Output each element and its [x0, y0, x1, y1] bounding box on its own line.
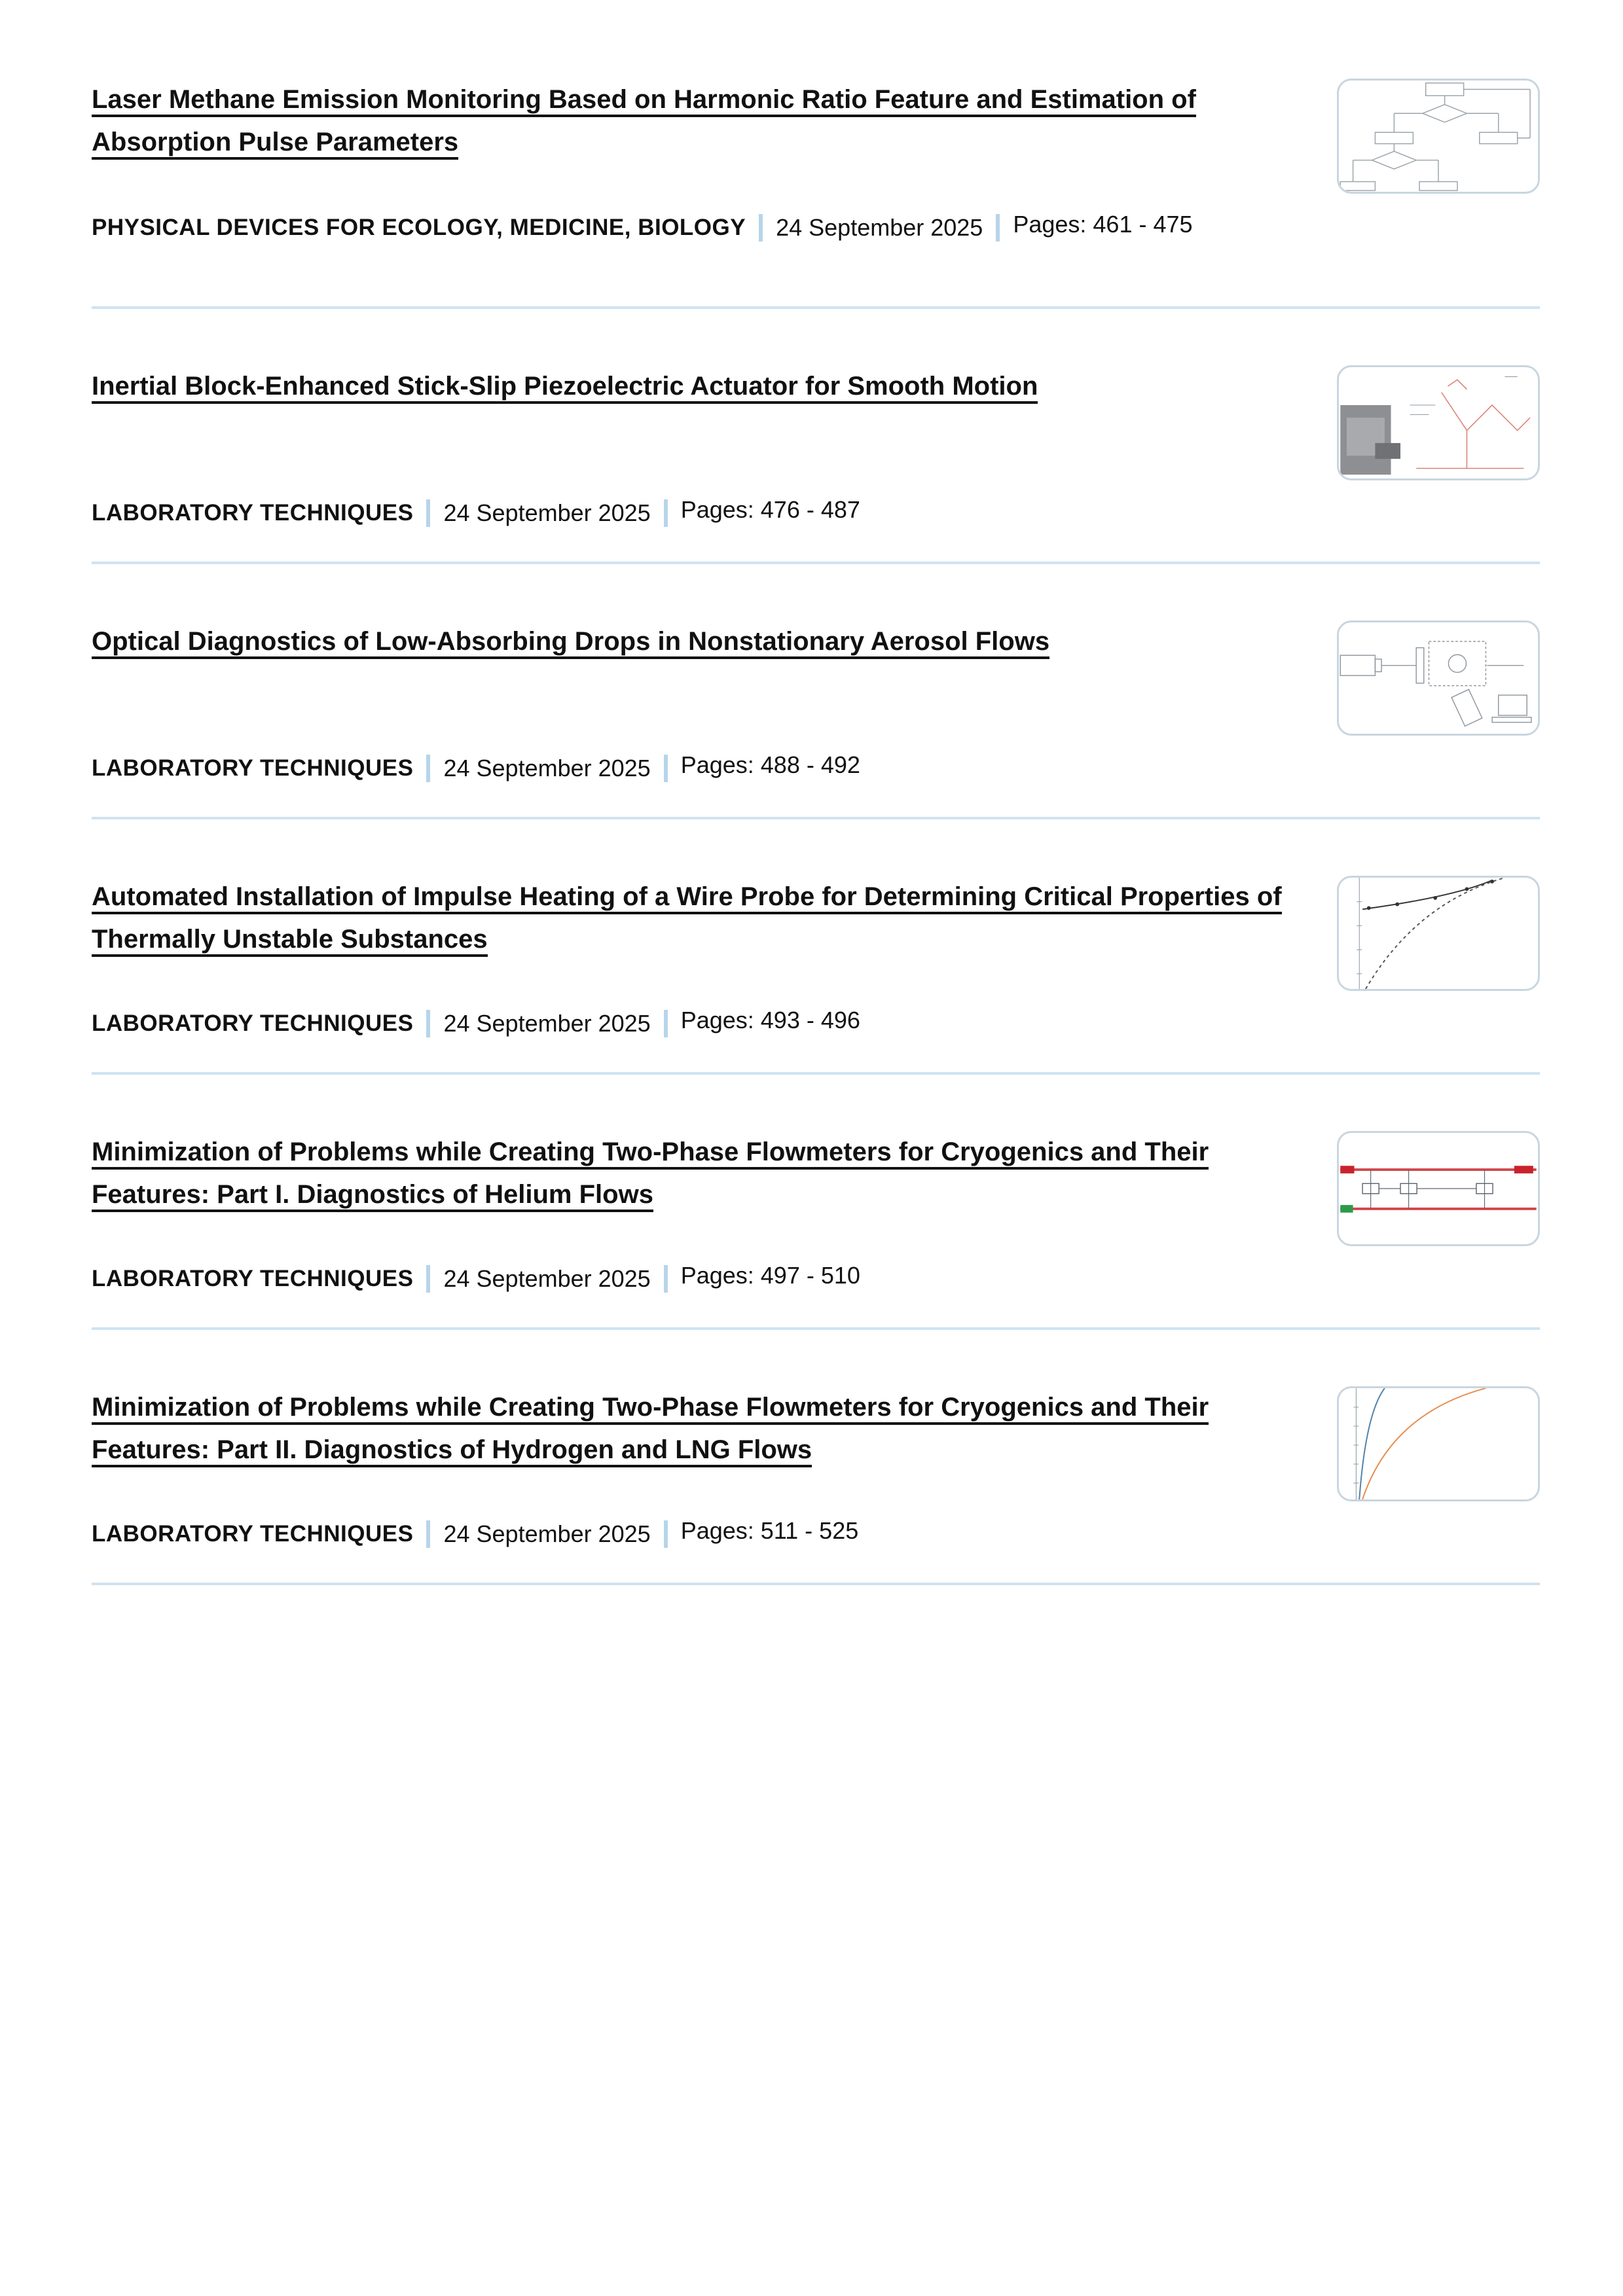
- article-title: [92, 1131, 1283, 1216]
- article-pages: Pages: 461 - 475: [1013, 211, 1193, 238]
- article-pages: Pages: 488 - 492: [680, 751, 860, 778]
- article-title: [92, 876, 1283, 961]
- article-section[interactable]: LABORATORY TECHNIQUES: [92, 500, 414, 526]
- article-meta: [92, 1262, 860, 1293]
- meta-divider: [426, 1520, 430, 1548]
- article-section[interactable]: LABORATORY TECHNIQUES: [92, 1266, 414, 1291]
- meta-divider: [426, 755, 430, 782]
- article-title-link[interactable]: Optical Diagnostics of Low-Absorbing Drops in Nonstationary Aerosol Flows: [92, 627, 1049, 659]
- article-date: 24 September 2025: [443, 1265, 651, 1292]
- article-section[interactable]: LABORATORY TECHNIQUES: [92, 1521, 414, 1547]
- article-date: 24 September 2025: [443, 1010, 651, 1037]
- meta-divider: [759, 214, 763, 242]
- article-item: [92, 1330, 1540, 1585]
- meta-divider: [664, 1265, 668, 1293]
- article-item: [92, 564, 1540, 819]
- article-title-link[interactable]: Laser Methane Emission Monitoring Based on Harmonic Ratio Feature and Estimation of Absorption Pulse Parameters: [92, 85, 1196, 160]
- article-title: [92, 620, 1283, 663]
- flowchart-thumbnail-icon[interactable]: [1337, 79, 1540, 194]
- meta-divider: [664, 755, 668, 782]
- article-meta: [92, 213, 1193, 242]
- article-pages: Pages: 511 - 525: [680, 1517, 859, 1544]
- article-date: 24 September 2025: [443, 499, 651, 526]
- article-title-link[interactable]: Inertial Block-Enhanced Stick-Slip Piezoelectric Actuator for Smooth Motion: [92, 372, 1038, 404]
- article-item: [92, 54, 1540, 309]
- article-title: [92, 79, 1283, 164]
- optical-setup-thumbnail-icon[interactable]: [1337, 620, 1540, 736]
- curve-plot-thumbnail-icon[interactable]: [1337, 876, 1540, 991]
- meta-divider: [996, 214, 1000, 242]
- article-meta: [92, 1009, 860, 1038]
- actuator-photo-thumbnail-icon[interactable]: [1337, 365, 1540, 480]
- article-section[interactable]: LABORATORY TECHNIQUES: [92, 1011, 414, 1036]
- article-title-link[interactable]: Automated Installation of Impulse Heating of a Wire Probe for Determining Critical Properties of Thermally Unstable Substances: [92, 882, 1282, 957]
- article-section[interactable]: LABORATORY TECHNIQUES: [92, 755, 414, 781]
- article-title-link[interactable]: Minimization of Problems while Creating Two-Phase Flowmeters for Cryogenics and Their Features: Part II. Diagnostics of Hydrogen and LNG Flows: [92, 1393, 1209, 1467]
- meta-divider: [426, 1265, 430, 1293]
- article-title-link[interactable]: Minimization of Problems while Creating Two-Phase Flowmeters for Cryogenics and Their Features: Part I. Diagnostics of Helium Flows: [92, 1138, 1209, 1212]
- article-date: 24 September 2025: [443, 1520, 651, 1547]
- article-item: [92, 819, 1540, 1075]
- meta-divider: [664, 1520, 668, 1548]
- article-title: [92, 365, 1283, 408]
- growth-curves-thumbnail-icon[interactable]: [1337, 1386, 1540, 1501]
- article-date: 24 September 2025: [776, 214, 983, 241]
- article-meta: [92, 751, 860, 783]
- article-list: [92, 54, 1540, 1585]
- meta-divider: [426, 1010, 430, 1037]
- article-item: [92, 1075, 1540, 1330]
- article-meta: [92, 496, 860, 528]
- meta-divider: [426, 499, 430, 527]
- article-date: 24 September 2025: [443, 755, 651, 781]
- article-meta: [92, 1517, 859, 1549]
- article-section[interactable]: PHYSICAL DEVICES FOR ECOLOGY, MEDICINE, BIOLOGY: [92, 215, 746, 240]
- article-pages: Pages: 476 - 487: [680, 496, 860, 523]
- article-pages: Pages: 497 - 510: [680, 1262, 860, 1289]
- article-pages: Pages: 493 - 496: [680, 1007, 860, 1033]
- meta-divider: [664, 499, 668, 527]
- article-item: [92, 309, 1540, 564]
- pipeline-schematic-thumbnail-icon[interactable]: [1337, 1131, 1540, 1246]
- meta-divider: [664, 1010, 668, 1037]
- article-title: [92, 1386, 1283, 1471]
